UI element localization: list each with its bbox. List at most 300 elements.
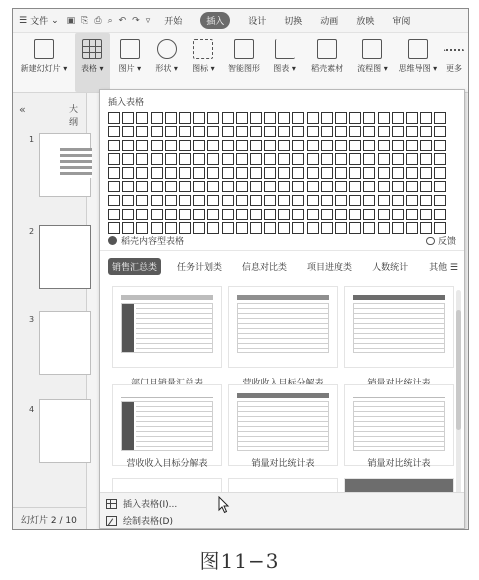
table-grid-cell[interactable]	[406, 181, 418, 193]
table-grid-cell[interactable]	[193, 112, 205, 124]
tab-animation[interactable]: 动画	[320, 17, 339, 27]
print-icon[interactable]: ⎙	[94, 15, 102, 26]
template-card[interactable]	[344, 478, 454, 492]
table-grid-cell[interactable]	[278, 112, 290, 124]
new-slide-button[interactable]: 新建幻灯片 ▾	[17, 33, 71, 92]
table-icon	[106, 499, 117, 509]
template-preview	[121, 401, 213, 451]
table-grid-cell[interactable]	[292, 209, 304, 221]
table-grid-cell[interactable]	[122, 209, 134, 221]
mindmap-icon	[408, 39, 428, 59]
table-grid-cell[interactable]	[406, 209, 418, 221]
table-grid-cell[interactable]	[406, 222, 418, 234]
table-grid-cell[interactable]	[193, 181, 205, 193]
table-grid-cell[interactable]	[108, 209, 120, 221]
outline-tab[interactable]: 大纲	[69, 105, 79, 128]
table-grid-cell[interactable]	[179, 222, 191, 234]
table-grid-cell[interactable]	[434, 209, 446, 221]
template-card[interactable]	[112, 286, 222, 368]
icon-library-button[interactable]: 图标 ▾	[187, 33, 220, 92]
table-grid-cell[interactable]	[363, 209, 375, 221]
insert-table-label: 插入表格(I)...	[123, 500, 178, 510]
table-grid-cell[interactable]	[278, 209, 290, 221]
table-grid-cell[interactable]	[193, 222, 205, 234]
feedback-label: 反馈	[437, 237, 456, 247]
table-grid-cell[interactable]	[165, 140, 177, 152]
table-grid-cell[interactable]	[122, 140, 134, 152]
smart-art-button[interactable]: 智能图形	[224, 33, 264, 92]
draw-table-menu-item[interactable]	[106, 514, 173, 527]
table-grid-cell[interactable]	[307, 140, 319, 152]
table-grid-cell[interactable]	[108, 181, 120, 193]
table-grid-cell[interactable]	[122, 112, 134, 124]
chart-button[interactable]: 图表 ▾	[268, 33, 301, 92]
table-grid-cell[interactable]	[278, 140, 290, 152]
table-grid-cell[interactable]	[335, 209, 347, 221]
table-grid-cell[interactable]	[108, 167, 120, 179]
table-grid-cell[interactable]	[207, 153, 219, 165]
slide-thumbnail-2[interactable]	[39, 225, 91, 289]
table-grid-cell[interactable]	[292, 153, 304, 165]
table-grid-cell[interactable]	[349, 126, 361, 138]
table-grid-cell[interactable]	[392, 222, 404, 234]
table-grid-cell[interactable]	[179, 167, 191, 179]
tab-insert[interactable]: 插入	[200, 12, 230, 29]
table-grid-cell[interactable]	[250, 222, 262, 234]
table-grid-cell[interactable]	[378, 181, 390, 193]
table-grid-cell[interactable]	[307, 209, 319, 221]
table-grid-cell[interactable]	[378, 126, 390, 138]
table-grid-cell[interactable]	[165, 126, 177, 138]
table-grid-cell[interactable]	[264, 195, 276, 207]
table-grid-cell[interactable]	[420, 126, 432, 138]
table-grid-cell[interactable]	[434, 140, 446, 152]
table-grid-cell[interactable]	[250, 153, 262, 165]
table-button[interactable]: 表格 ▾	[75, 33, 110, 92]
more-button[interactable]: 更多	[444, 33, 464, 92]
table-grid-cell[interactable]	[250, 209, 262, 221]
table-size-grid[interactable]	[108, 112, 446, 234]
table-grid-cell[interactable]	[207, 140, 219, 152]
shape-button[interactable]: 形状 ▾	[150, 33, 183, 92]
table-grid-cell[interactable]	[222, 209, 234, 221]
template-header	[353, 393, 445, 398]
tab-review[interactable]: 审阅	[392, 17, 411, 27]
table-grid-cell[interactable]	[420, 153, 432, 165]
tab-slideshow[interactable]: 放映	[356, 17, 375, 27]
template-card[interactable]	[112, 478, 222, 492]
tab-transition[interactable]: 切换	[284, 17, 303, 27]
save-icon[interactable]: ▣	[66, 15, 76, 26]
table-grid-cell[interactable]	[236, 112, 248, 124]
table-grid-cell[interactable]	[122, 195, 134, 207]
table-grid-cell[interactable]	[222, 167, 234, 179]
table-grid-cell[interactable]	[222, 126, 234, 138]
table-grid-cell[interactable]	[406, 112, 418, 124]
table-grid-cell[interactable]	[236, 181, 248, 193]
table-grid-cell[interactable]	[349, 167, 361, 179]
table-grid-cell[interactable]	[363, 126, 375, 138]
table-grid-cell[interactable]	[179, 140, 191, 152]
table-grid-cell[interactable]	[236, 222, 248, 234]
table-grid-cell[interactable]	[108, 153, 120, 165]
material-button[interactable]: 稻壳素材	[305, 33, 349, 92]
table-grid-cell[interactable]	[349, 181, 361, 193]
table-grid-cell[interactable]	[122, 153, 134, 165]
table-grid-cell[interactable]	[406, 153, 418, 165]
template-card[interactable]	[228, 286, 338, 368]
table-grid-cell[interactable]	[222, 153, 234, 165]
table-grid-cell[interactable]	[108, 112, 120, 124]
docer-logo-icon	[108, 236, 117, 245]
table-grid-cell[interactable]	[434, 195, 446, 207]
table-grid-cell[interactable]	[151, 195, 163, 207]
table-grid-cell[interactable]	[179, 209, 191, 221]
table-grid-cell[interactable]	[136, 167, 148, 179]
table-grid-cell[interactable]	[136, 222, 148, 234]
table-grid-cell[interactable]	[264, 126, 276, 138]
picture-icon	[120, 39, 140, 59]
slide-thumbnail-1[interactable]	[39, 133, 91, 197]
table-grid-cell[interactable]	[250, 195, 262, 207]
table-grid-cell[interactable]	[236, 209, 248, 221]
table-grid-cell[interactable]	[392, 209, 404, 221]
table-grid-cell[interactable]	[108, 222, 120, 234]
table-grid-cell[interactable]	[165, 153, 177, 165]
table-grid-cell[interactable]	[122, 167, 134, 179]
table-grid-cell[interactable]	[307, 222, 319, 234]
table-grid-cell[interactable]	[264, 112, 276, 124]
table-grid-cell[interactable]	[349, 209, 361, 221]
table-grid-cell[interactable]	[434, 167, 446, 179]
table-grid-cell[interactable]	[136, 112, 148, 124]
table-grid-cell[interactable]	[207, 222, 219, 234]
table-grid-cell[interactable]	[222, 140, 234, 152]
table-grid-cell[interactable]	[292, 112, 304, 124]
table-grid-cell[interactable]	[335, 140, 347, 152]
table-grid-cell[interactable]	[349, 140, 361, 152]
table-grid-cell[interactable]	[392, 153, 404, 165]
tab-design[interactable]: 设计	[248, 17, 267, 27]
table-grid-cell[interactable]	[349, 153, 361, 165]
export-pdf-icon[interactable]: ⎘	[81, 15, 89, 26]
table-grid-cell[interactable]	[434, 112, 446, 124]
table-grid-cell[interactable]	[292, 126, 304, 138]
slide-thumbnail-3[interactable]	[39, 311, 91, 375]
table-grid-cell[interactable]	[136, 181, 148, 193]
table-grid-cell[interactable]	[136, 140, 148, 152]
shape-icon	[157, 39, 177, 59]
table-grid-cell[interactable]	[321, 195, 333, 207]
category-tab-tasks[interactable]: 任务计划类	[177, 263, 223, 273]
insert-table-title: 插入表格	[108, 98, 145, 108]
table-grid-cell[interactable]	[378, 112, 390, 124]
table-grid-cell[interactable]	[250, 167, 262, 179]
table-grid-cell[interactable]	[193, 140, 205, 152]
slide-panel	[13, 93, 87, 529]
table-grid-cell[interactable]	[136, 209, 148, 221]
table-grid-cell[interactable]	[335, 126, 347, 138]
table-grid-cell[interactable]	[236, 126, 248, 138]
collapse-panel-icon[interactable]: «	[19, 103, 26, 116]
category-tab-sales[interactable]: 销售汇总类	[108, 258, 161, 275]
table-grid-cell[interactable]	[434, 153, 446, 165]
table-grid-cell[interactable]	[335, 153, 347, 165]
table-grid-cell[interactable]	[207, 112, 219, 124]
table-grid-cell[interactable]	[278, 195, 290, 207]
table-grid-cell[interactable]	[378, 209, 390, 221]
table-grid-cell[interactable]	[292, 195, 304, 207]
template-card[interactable]	[228, 384, 338, 466]
table-grid-cell[interactable]	[122, 181, 134, 193]
table-grid-cell[interactable]	[264, 181, 276, 193]
category-tab-progress[interactable]: 项目进度类	[307, 263, 353, 273]
table-grid-cell[interactable]	[264, 140, 276, 152]
template-preview	[121, 303, 213, 353]
table-grid-cell[interactable]	[307, 167, 319, 179]
table-grid-cell[interactable]	[349, 112, 361, 124]
table-grid-cell[interactable]	[108, 126, 120, 138]
table-grid-cell[interactable]	[406, 140, 418, 152]
table-grid-cell[interactable]	[335, 222, 347, 234]
table-grid-cell[interactable]	[278, 222, 290, 234]
table-grid-cell[interactable]	[292, 222, 304, 234]
table-grid-cell[interactable]	[193, 209, 205, 221]
category-tab-comparison[interactable]: 信息对比类	[242, 263, 288, 273]
table-grid-cell[interactable]	[179, 112, 191, 124]
table-grid-cell[interactable]	[222, 181, 234, 193]
table-grid-cell[interactable]	[151, 140, 163, 152]
divider	[100, 250, 464, 251]
table-grid-cell[interactable]	[307, 195, 319, 207]
table-grid-cell[interactable]	[250, 140, 262, 152]
table-grid-cell[interactable]	[222, 195, 234, 207]
menu-bar	[13, 9, 468, 33]
table-grid-cell[interactable]	[165, 167, 177, 179]
new-slide-icon	[34, 39, 54, 59]
template-header	[237, 393, 329, 398]
table-grid-cell[interactable]	[193, 167, 205, 179]
table-grid-cell[interactable]	[406, 195, 418, 207]
table-grid-cell[interactable]	[250, 112, 262, 124]
table-grid-cell[interactable]	[108, 140, 120, 152]
table-grid-cell[interactable]	[420, 181, 432, 193]
table-grid-cell[interactable]	[420, 195, 432, 207]
table-grid-cell[interactable]	[363, 140, 375, 152]
table-grid-cell[interactable]	[321, 222, 333, 234]
table-grid-cell[interactable]	[392, 126, 404, 138]
table-grid-cell[interactable]	[406, 167, 418, 179]
table-grid-cell[interactable]	[420, 209, 432, 221]
insert-table-menu-item[interactable]	[106, 497, 177, 510]
table-grid-cell[interactable]	[335, 112, 347, 124]
table-grid-cell[interactable]	[321, 181, 333, 193]
tab-home[interactable]: 开始	[164, 17, 183, 27]
table-grid-cell[interactable]	[222, 222, 234, 234]
template-scrollbar[interactable]	[456, 290, 461, 505]
table-grid-cell[interactable]	[108, 195, 120, 207]
table-grid-cell[interactable]	[335, 195, 347, 207]
table-grid-cell[interactable]	[392, 167, 404, 179]
table-grid-cell[interactable]	[236, 167, 248, 179]
flowchart-button[interactable]: 流程图 ▾	[353, 33, 392, 92]
table-grid-cell[interactable]	[335, 167, 347, 179]
table-grid-cell[interactable]	[136, 153, 148, 165]
table-grid-cell[interactable]	[222, 112, 234, 124]
table-grid-cell[interactable]	[321, 167, 333, 179]
table-grid-cell[interactable]	[321, 209, 333, 221]
table-grid-cell[interactable]	[363, 167, 375, 179]
figure-caption: 图11−3	[199, 549, 280, 573]
undo-icon[interactable]: ↶	[118, 15, 127, 26]
table-grid-cell[interactable]	[363, 222, 375, 234]
template-preview	[237, 401, 329, 451]
table-grid-cell[interactable]	[207, 209, 219, 221]
slide-thumbnail-4[interactable]	[39, 399, 91, 463]
table-grid-cell[interactable]	[363, 195, 375, 207]
table-grid-cell[interactable]	[307, 181, 319, 193]
table-grid-cell[interactable]	[392, 140, 404, 152]
table-grid-cell[interactable]	[151, 222, 163, 234]
app-window	[12, 8, 469, 530]
template-card[interactable]	[344, 384, 454, 466]
file-menu[interactable]	[19, 14, 59, 27]
table-grid-cell[interactable]	[207, 181, 219, 193]
recommend-section	[108, 234, 184, 247]
table-grid-cell[interactable]	[193, 126, 205, 138]
table-grid-cell[interactable]	[278, 167, 290, 179]
table-grid-cell[interactable]	[292, 181, 304, 193]
table-grid-cell[interactable]	[363, 112, 375, 124]
table-grid-cell[interactable]	[321, 112, 333, 124]
table-grid-cell[interactable]	[292, 167, 304, 179]
table-grid-cell[interactable]	[392, 181, 404, 193]
print-preview-icon[interactable]: ⌕	[107, 15, 113, 26]
category-other-menu[interactable]: 其他 ☰	[429, 263, 458, 273]
template-card[interactable]	[228, 478, 338, 492]
table-grid-cell[interactable]	[292, 140, 304, 152]
table-grid-cell[interactable]	[165, 222, 177, 234]
table-grid-cell[interactable]	[122, 222, 134, 234]
table-grid-cell[interactable]	[378, 222, 390, 234]
table-grid-cell[interactable]	[392, 112, 404, 124]
table-grid-cell[interactable]	[307, 126, 319, 138]
table-grid-cell[interactable]	[321, 126, 333, 138]
table-grid-cell[interactable]	[378, 140, 390, 152]
table-grid-cell[interactable]	[420, 222, 432, 234]
table-grid-cell[interactable]	[278, 126, 290, 138]
table-grid-cell[interactable]	[264, 153, 276, 165]
table-grid-cell[interactable]	[420, 167, 432, 179]
hamburger-icon: ☰	[19, 15, 28, 26]
template-caption: 销量对比统计表	[367, 459, 431, 469]
table-grid-cell[interactable]	[307, 112, 319, 124]
customize-icon[interactable]: ▿	[145, 15, 151, 26]
table-grid-cell[interactable]	[363, 181, 375, 193]
file-menu-label: 文件	[30, 17, 49, 27]
chart-icon	[275, 39, 295, 59]
table-grid-cell[interactable]	[378, 153, 390, 165]
table-grid-cell[interactable]	[250, 181, 262, 193]
table-grid-cell[interactable]	[151, 181, 163, 193]
table-grid-cell[interactable]	[392, 195, 404, 207]
table-grid-cell[interactable]	[278, 153, 290, 165]
table-grid-cell[interactable]	[207, 126, 219, 138]
table-grid-cell[interactable]	[165, 112, 177, 124]
table-grid-cell[interactable]	[179, 153, 191, 165]
table-grid-cell[interactable]	[136, 195, 148, 207]
table-grid-cell[interactable]	[264, 222, 276, 234]
table-grid-cell[interactable]	[278, 181, 290, 193]
mindmap-button[interactable]: 思维导图 ▾	[396, 33, 440, 92]
slide-number: 4	[29, 405, 35, 414]
draw-table-label: 绘制表格(D)	[123, 517, 173, 527]
table-grid-cell[interactable]	[321, 140, 333, 152]
table-grid-cell[interactable]	[406, 126, 418, 138]
scrollbar-thumb[interactable]	[456, 310, 461, 430]
table-icon	[82, 39, 102, 59]
table-grid-cell[interactable]	[151, 112, 163, 124]
table-grid-cell[interactable]	[179, 126, 191, 138]
material-icon	[317, 39, 337, 59]
template-card[interactable]	[112, 384, 222, 466]
table-grid-cell[interactable]	[363, 153, 375, 165]
table-grid-cell[interactable]	[349, 195, 361, 207]
table-grid-cell[interactable]	[420, 112, 432, 124]
slide-table-preview	[60, 148, 92, 178]
table-grid-cell[interactable]	[193, 153, 205, 165]
table-grid-cell[interactable]	[207, 195, 219, 207]
slide-number: 3	[29, 315, 35, 324]
table-grid-cell[interactable]	[264, 209, 276, 221]
table-grid-cell[interactable]	[236, 140, 248, 152]
table-grid-cell[interactable]	[151, 126, 163, 138]
table-grid-cell[interactable]	[420, 140, 432, 152]
table-grid-cell[interactable]	[434, 222, 446, 234]
template-card[interactable]	[344, 286, 454, 368]
table-grid-cell[interactable]	[136, 126, 148, 138]
table-grid-cell[interactable]	[264, 167, 276, 179]
table-grid-cell[interactable]	[151, 167, 163, 179]
table-grid-cell[interactable]	[151, 153, 163, 165]
picture-button[interactable]: 图片 ▾	[114, 33, 147, 92]
table-grid-cell[interactable]	[179, 195, 191, 207]
table-grid-cell[interactable]	[434, 126, 446, 138]
table-grid-cell[interactable]	[236, 153, 248, 165]
category-tab-headcount[interactable]: 人数统计	[372, 263, 409, 273]
table-grid-cell[interactable]	[335, 181, 347, 193]
table-grid-cell[interactable]	[122, 126, 134, 138]
table-grid-cell[interactable]	[378, 167, 390, 179]
table-grid-cell[interactable]	[193, 195, 205, 207]
table-grid-cell[interactable]	[236, 195, 248, 207]
table-grid-cell[interactable]	[321, 153, 333, 165]
table-grid-cell[interactable]	[307, 153, 319, 165]
table-grid-cell[interactable]	[179, 181, 191, 193]
feedback-link[interactable]	[426, 234, 456, 247]
redo-icon[interactable]: ↷	[132, 15, 140, 26]
table-grid-cell[interactable]	[349, 222, 361, 234]
table-grid-cell[interactable]	[165, 181, 177, 193]
table-grid-cell[interactable]	[207, 167, 219, 179]
table-grid-cell[interactable]	[151, 209, 163, 221]
table-grid-cell[interactable]	[165, 209, 177, 221]
template-preview	[353, 401, 445, 451]
table-grid-cell[interactable]	[165, 195, 177, 207]
table-grid-cell[interactable]	[378, 195, 390, 207]
table-grid-cell[interactable]	[250, 126, 262, 138]
table-grid-cell[interactable]	[434, 181, 446, 193]
